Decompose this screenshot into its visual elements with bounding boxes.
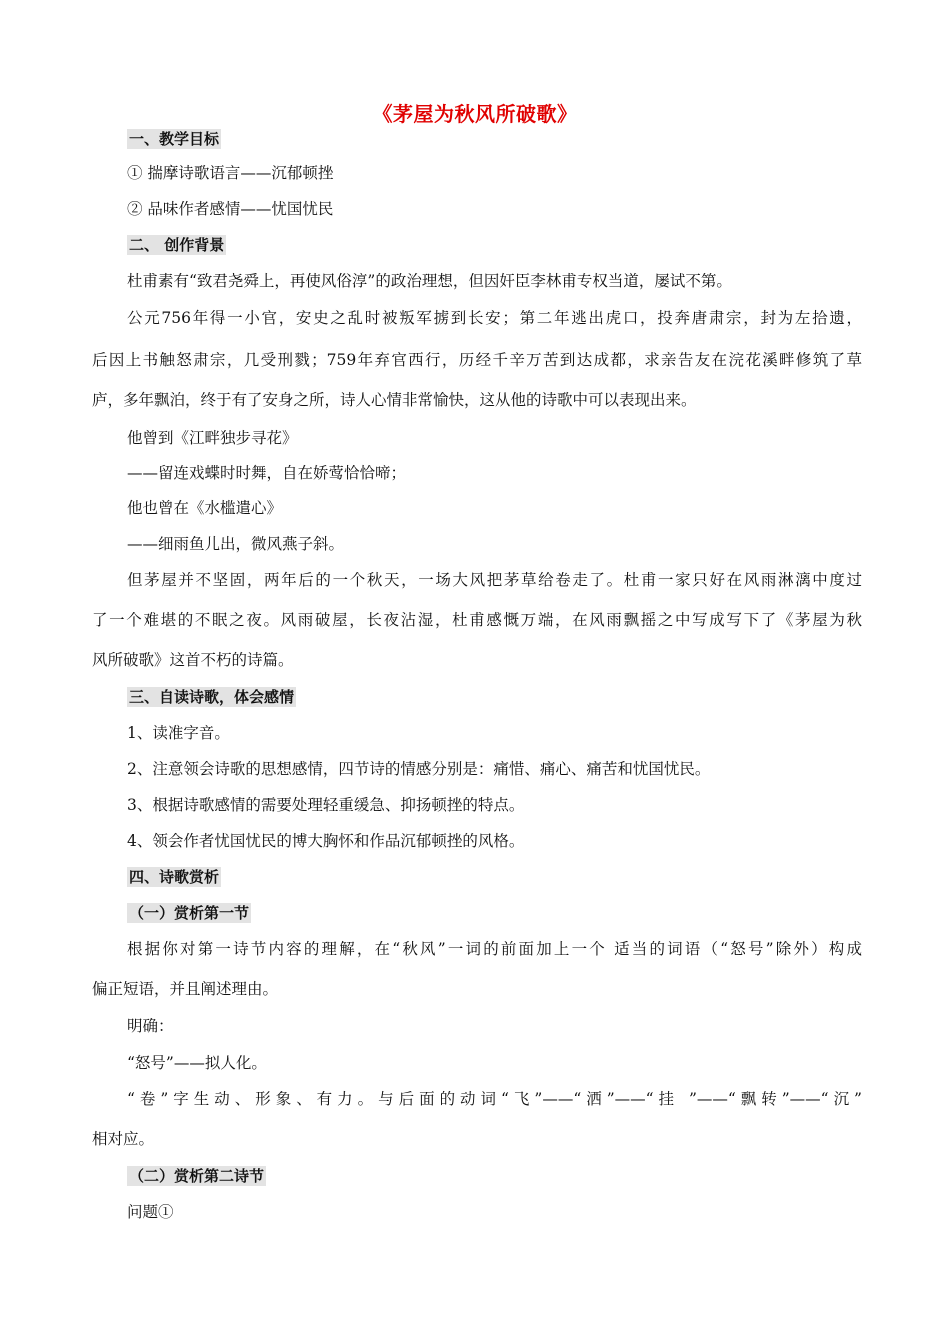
list-item: 4、领会作者忧国忧民的博大胸怀和作品沉郁顿挫的风格。 [127, 832, 525, 850]
section-heading-appreciation [127, 866, 897, 888]
paragraph: “怒号”——拟人化。 [127, 1054, 267, 1072]
paragraph-line: “卷”字生动、形象、有力。与后面的动词“飞”——“洒”——“挂 ”——“飘转”——“沉” [127, 1090, 862, 1108]
paragraph: 明确： [127, 1017, 174, 1035]
paragraph-line: 了一个难堪的不眠之夜。风雨破屋，长夜沾湿，杜甫感慨万端，在风雨飘摇之中写成写下了《茅屋为秋 [92, 611, 862, 629]
heading-text: 二、 创作背景 [129, 236, 225, 254]
paragraph-line: 庐，多年飘泊，终于有了安身之所，诗人心情非常愉快，这从他的诗歌中可以表现出来。 [92, 391, 697, 409]
subsection-heading [127, 902, 897, 924]
paragraph: 问题① [127, 1203, 174, 1221]
heading-text: 一、教学目标 [129, 130, 220, 148]
heading-text: （一）赏析第一节 [129, 904, 250, 922]
paragraph-line: 后因上书触怒肃宗，几受刑戮；759年弃官西行，历经千辛万苦到达成都，求亲告友在浣花溪畔修筑了草 [92, 351, 862, 369]
paragraph: 杜甫素有“致君尧舜上，再使风俗淳”的政治理想，但因奸臣李林甫专权当道，屡试不第。 [127, 272, 732, 290]
paragraph: ——细雨鱼儿出，微风燕子斜。 [127, 535, 345, 553]
paragraph: 他也曾在《水槛遣心》 [127, 499, 283, 517]
section-heading-background [127, 234, 897, 256]
objective-item: ① 揣摩诗歌语言——沉郁顿挫 [127, 164, 334, 182]
section-heading-objectives [127, 128, 897, 150]
paragraph-line: 相对应。 [92, 1130, 155, 1148]
paragraph-line: 根据你对第一诗节内容的理解，在“秋风”一词的前面加上一个 适当的词语（“怒号”除外）构成 [127, 940, 862, 958]
paragraph-line: 偏正短语，并且阐述理由。 [92, 980, 279, 998]
heading-text: 三、自读诗歌，体会感情 [129, 688, 295, 706]
paragraph-line: 但茅屋并不坚固，两年后的一个秋天，一场大风把茅草给卷走了。杜甫一家只好在风雨淋漓中度过 [127, 571, 862, 589]
list-item: 2、注意领会诗歌的思想感情，四节诗的情感分别是：痛惜、痛心、痛苦和忧国忧民。 [127, 760, 711, 778]
paragraph: 他曾到《江畔独步寻花》 [127, 429, 298, 447]
list-item: 3、根据诗歌感情的需要处理轻重缓急、抑扬顿挫的特点。 [127, 796, 525, 814]
paragraph-line: 风所破歌》这首不朽的诗篇。 [92, 651, 294, 669]
objective-item: ② 品味作者感情——忧国忧民 [127, 200, 334, 218]
section-heading-reading [127, 686, 897, 708]
heading-text: （二）赏析第二诗节 [129, 1167, 265, 1185]
subsection-heading [127, 1165, 897, 1187]
heading-text: 四、诗歌赏析 [129, 868, 220, 886]
paragraph-line: 公元756年得一小官，安史之乱时被叛军掳到长安；第二年逃出虎口，投奔唐肃宗，封为左拾遗， [127, 309, 862, 327]
list-item: 1、读准字音。 [127, 724, 230, 742]
document-title: 《茅屋为秋风所破歌》 [372, 102, 578, 126]
paragraph: ——留连戏蝶时时舞，自在娇莺恰恰啼； [127, 464, 407, 482]
